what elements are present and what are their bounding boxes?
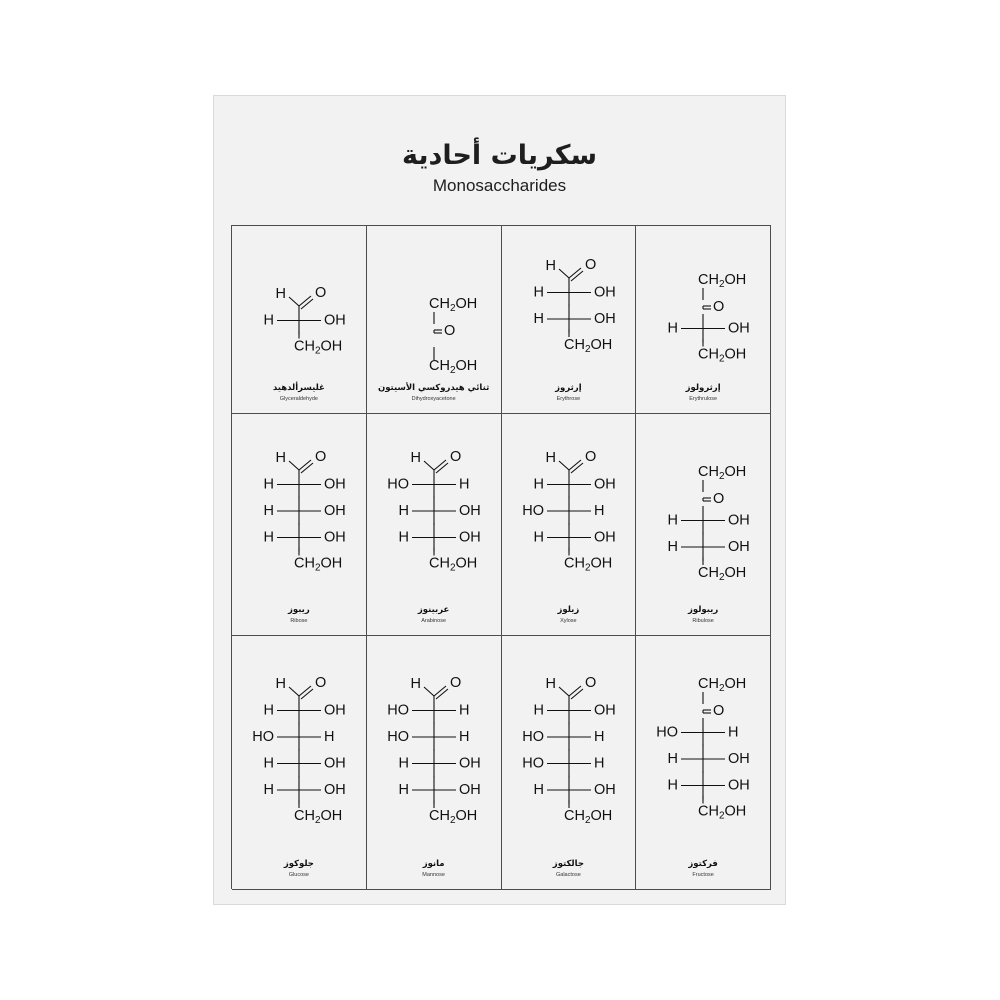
row-ho-label: HO <box>387 702 409 719</box>
molecule-name-arabic: ريبوز <box>287 605 310 615</box>
molecule-card-ribose <box>232 414 367 636</box>
aldehyde-h-bond <box>424 461 434 470</box>
aldehyde-h-label: H <box>275 675 286 692</box>
molecule-name-arabic: غليسرألدهيد <box>272 383 325 393</box>
row-h-label: H <box>263 702 274 719</box>
row-oh-label: OH <box>593 476 616 493</box>
bottom-ch2oh-label: $CH_2OH$ <box>698 564 747 583</box>
molecule-card-arabinose <box>367 414 502 636</box>
row-h-label: H <box>533 476 544 493</box>
aldehyde-h-bond <box>559 269 569 278</box>
row-ho-label: HO <box>521 728 544 745</box>
row-h-label: H <box>324 728 335 745</box>
aldehyde-double-bond-a <box>299 296 311 306</box>
molecule-name-arabic: جالكتوز <box>552 859 584 869</box>
aldehyde-double-bond-b <box>301 689 313 699</box>
row-oh-label: OH <box>728 777 750 794</box>
row-ho-label: HO <box>521 755 544 772</box>
top-ch2oh-label: $CH_2OH$ <box>698 463 747 482</box>
molecule-name-english: Dihydroxyacetone <box>411 396 456 402</box>
aldehyde-o-label: O <box>584 674 596 691</box>
bottom-ch2oh-label: $CH_2OH$ <box>563 555 612 574</box>
molecule-card-xylose <box>502 414 637 636</box>
row-h-label: H <box>533 781 544 798</box>
bottom-ch2oh-label: $CH_2OH$ <box>698 803 747 822</box>
molecule-name-arabic: عربينوز <box>417 605 450 615</box>
row-oh-label: OH <box>458 502 481 519</box>
aldehyde-double-bond-b <box>301 299 313 309</box>
aldehyde-o-label: O <box>584 448 596 465</box>
row-oh-label: OH <box>458 755 481 772</box>
aldehyde-h-label: H <box>275 285 286 302</box>
row-ho-label: HO <box>387 728 409 745</box>
poster-title-arabic: سكريات أحادية <box>401 140 598 171</box>
row-oh-label: OH <box>458 781 481 798</box>
row-h-label: H <box>263 476 274 493</box>
aldehyde-double-bond-a <box>434 460 446 470</box>
row-oh-label: OH <box>593 284 616 301</box>
aldehyde-double-bond-a <box>569 268 581 278</box>
molecule-name-arabic: ريبولوز <box>687 605 719 615</box>
molecule-name-english: Erythrose <box>556 396 581 402</box>
aldehyde-double-bond-b <box>436 689 448 699</box>
molecule-card-fructose <box>636 636 771 890</box>
aldehyde-double-bond-a <box>569 686 581 696</box>
row-oh-label: OH <box>324 529 346 546</box>
row-h-label: H <box>593 728 604 745</box>
aldehyde-double-bond-a <box>434 686 446 696</box>
row-h-label: H <box>533 284 544 301</box>
row-h-label: H <box>667 750 679 767</box>
aldehyde-o-label: O <box>449 674 462 691</box>
row-h-label: H <box>263 755 274 772</box>
bottom-ch2oh-label: $CH_2OH$ <box>428 555 478 574</box>
aldehyde-h-bond <box>289 461 299 470</box>
row-oh-label: OH <box>728 320 750 337</box>
aldehyde-o-label: O <box>449 448 462 465</box>
row-oh-label: OH <box>324 476 346 493</box>
ketone-o-label: O <box>713 490 725 507</box>
bottom-ch2oh-label: $CH_2OH$ <box>294 555 343 574</box>
aldehyde-double-bond-b <box>571 689 583 699</box>
row-h-label: H <box>398 755 409 772</box>
aldehyde-double-bond-b <box>301 463 313 473</box>
row-oh-label: OH <box>593 781 616 798</box>
aldehyde-h-label: H <box>410 675 421 692</box>
row-h-label: H <box>593 755 604 772</box>
row-h-label: H <box>667 320 679 337</box>
molecule-name-arabic: جلوكوز <box>283 859 314 869</box>
molecule-name-english: Galactose <box>555 872 581 878</box>
row-oh-label: OH <box>593 702 616 719</box>
top-ch2oh-label: $CH_2OH$ <box>698 271 747 290</box>
molecule-card-ribulose <box>636 414 771 636</box>
aldehyde-h-bond <box>289 297 299 306</box>
molecule-name-arabic: إرثرولوز <box>685 383 721 393</box>
aldehyde-h-label: H <box>545 257 556 274</box>
aldehyde-o-label: O <box>584 256 596 273</box>
bottom-ch2oh-label: $CH_2OH$ <box>294 807 343 826</box>
molecule-name-english: Glucose <box>288 872 309 878</box>
row-oh-label: OH <box>324 502 346 519</box>
row-oh-label: OH <box>324 781 346 798</box>
top-ch2oh-label: $CH_2OH$ <box>698 675 747 694</box>
row-h-label: H <box>667 777 679 794</box>
aldehyde-h-bond <box>559 461 569 470</box>
molecule-name-arabic: مانوز <box>422 859 445 869</box>
row-h-label: H <box>458 476 470 493</box>
row-oh-label: OH <box>324 755 346 772</box>
bottom-ch2oh-label: $CH_2OH$ <box>698 346 747 365</box>
row-ho-label: HO <box>656 724 679 741</box>
molecule-grid <box>231 225 771 889</box>
row-h-label: H <box>263 502 274 519</box>
row-ho-label: HO <box>252 728 274 745</box>
fischer-structure-ribose <box>232 414 367 636</box>
row-h-label: H <box>398 502 409 519</box>
row-h-label: H <box>398 529 409 546</box>
ketone-o-label: O <box>713 298 725 315</box>
aldehyde-h-label: H <box>275 449 286 466</box>
molecule-name-arabic: ثنائي هيدروكسي الأسيتون <box>377 383 490 393</box>
bottom-ch2oh-label: $CH_2OH$ <box>428 357 478 376</box>
molecule-name-english: Ribose <box>290 618 308 624</box>
aldehyde-h-bond <box>424 687 434 696</box>
row-h-label: H <box>533 529 544 546</box>
row-h-label: H <box>458 702 470 719</box>
molecule-name-english: Arabinose <box>421 618 447 624</box>
molecule-card-dihydroxyacetone <box>367 226 502 414</box>
row-ho-label: HO <box>521 502 544 519</box>
row-ho-label: HO <box>387 476 409 493</box>
aldehyde-h-bond <box>289 687 299 696</box>
aldehyde-o-label: O <box>315 284 327 301</box>
row-h-label: H <box>458 728 470 745</box>
molecule-name-english: Ribulose <box>692 618 714 624</box>
molecule-card-mannose <box>367 636 502 890</box>
aldehyde-double-bond-b <box>571 271 583 281</box>
poster-title-english: Monosaccharides <box>432 176 567 195</box>
row-oh-label: OH <box>324 702 346 719</box>
aldehyde-o-label: O <box>315 448 327 465</box>
row-h-label: H <box>593 502 604 519</box>
molecule-name-english: Fructose <box>692 872 714 878</box>
row-h-label: H <box>398 781 409 798</box>
row-h-label: H <box>263 312 274 329</box>
molecule-name-arabic: فركتوز <box>688 859 718 869</box>
fischer-structure-arabinose <box>367 414 502 636</box>
bottom-ch2oh-label: $CH_2OH$ <box>563 336 612 355</box>
row-h-label: H <box>533 310 544 327</box>
fischer-structure-xylose <box>502 414 637 636</box>
fischer-structure-ribulose <box>636 414 771 636</box>
bottom-ch2oh-label: $CH_2OH$ <box>428 807 478 826</box>
molecule-name-english: Glyceraldehyde <box>279 396 318 402</box>
aldehyde-double-bond-b <box>436 463 448 473</box>
fischer-structure-galactose <box>502 636 637 890</box>
aldehyde-h-label: H <box>545 675 556 692</box>
top-ch2oh-label: $CH_2OH$ <box>428 295 478 314</box>
molecule-card-galactose <box>502 636 637 890</box>
row-oh-label: OH <box>728 512 750 529</box>
row-h-label: H <box>263 781 274 798</box>
aldehyde-double-bond-a <box>299 686 311 696</box>
aldehyde-double-bond-b <box>571 463 583 473</box>
row-oh-label: OH <box>593 310 616 327</box>
monosaccharides-poster <box>213 95 786 905</box>
row-oh-label: OH <box>728 538 750 555</box>
molecule-card-erythrose <box>502 226 637 414</box>
ketone-o-label: O <box>713 702 725 719</box>
fischer-structure-fructose <box>636 636 771 890</box>
molecule-name-english: Erythrulose <box>689 396 718 402</box>
fischer-structure-glucose <box>232 636 367 890</box>
aldehyde-double-bond-a <box>299 460 311 470</box>
row-oh-label: OH <box>593 529 616 546</box>
ketone-o-label: O <box>443 322 456 339</box>
row-h-label: H <box>263 529 274 546</box>
molecule-card-glucose <box>232 636 367 890</box>
row-h-label: H <box>667 512 679 529</box>
aldehyde-o-label: O <box>315 674 327 691</box>
row-h-label: H <box>667 538 679 555</box>
row-oh-label: OH <box>324 312 346 329</box>
row-oh-label: OH <box>728 750 750 767</box>
molecule-name-english: Mannose <box>422 872 445 878</box>
aldehyde-h-label: H <box>545 449 556 466</box>
fischer-structure-mannose <box>367 636 502 890</box>
row-h-label: H <box>533 702 544 719</box>
aldehyde-h-label: H <box>410 449 421 466</box>
molecule-card-erythrulose <box>636 226 771 414</box>
molecule-name-english: Xylose <box>560 618 577 624</box>
molecule-card-glyceraldehyde <box>232 226 367 414</box>
molecule-name-arabic: زيلوز <box>557 605 580 615</box>
row-h-label: H <box>728 724 739 741</box>
aldehyde-double-bond-a <box>569 460 581 470</box>
bottom-ch2oh-label: $CH_2OH$ <box>294 338 343 357</box>
molecule-name-arabic: إرثروز <box>555 383 582 393</box>
row-oh-label: OH <box>458 529 481 546</box>
aldehyde-h-bond <box>559 687 569 696</box>
bottom-ch2oh-label: $CH_2OH$ <box>563 807 612 826</box>
